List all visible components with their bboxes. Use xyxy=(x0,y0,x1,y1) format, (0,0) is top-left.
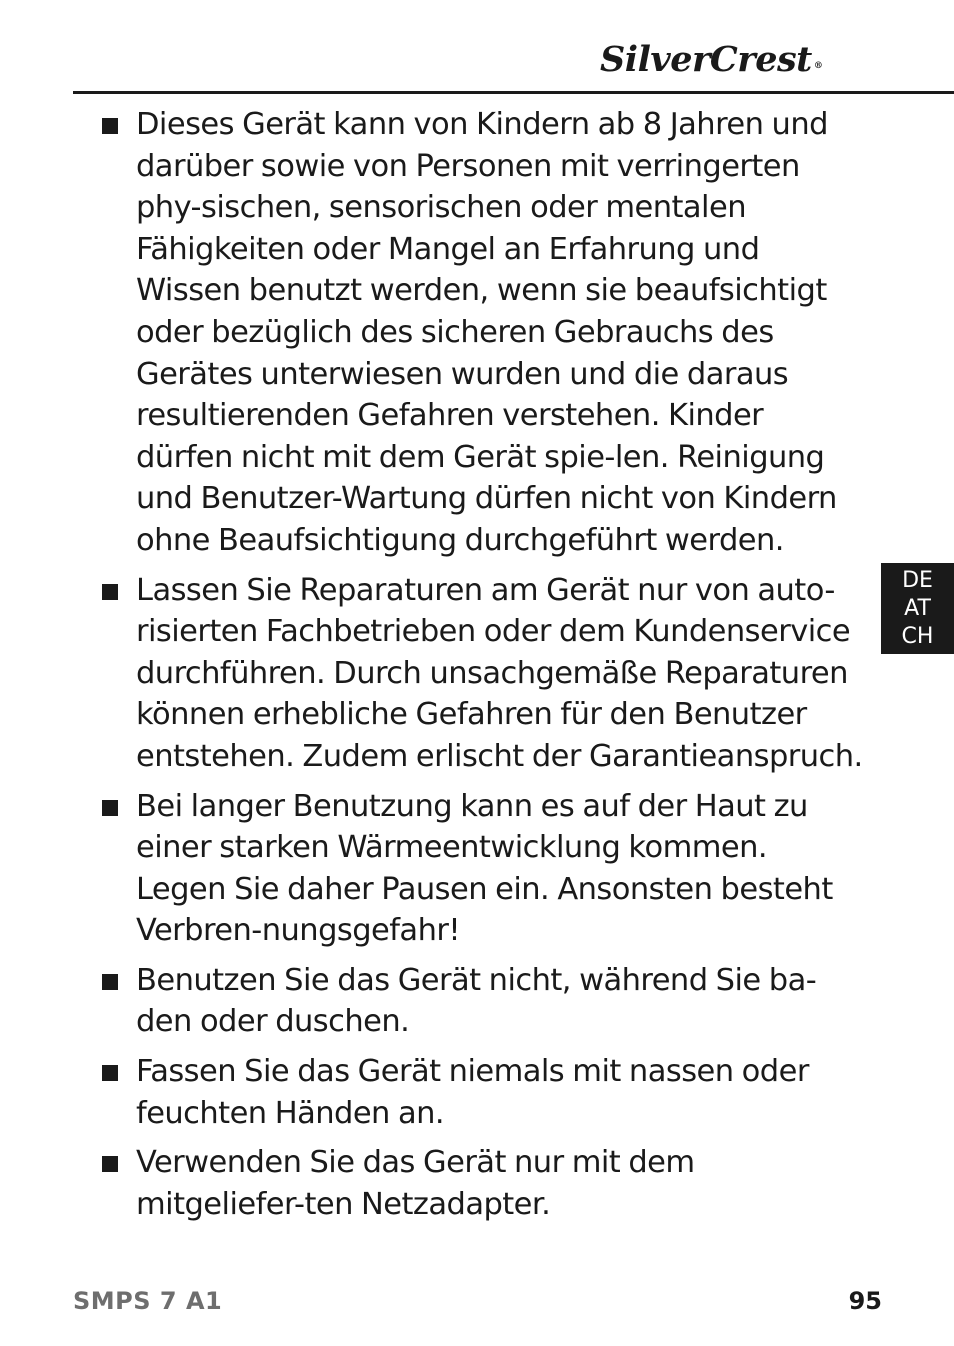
bullet-square-icon xyxy=(102,584,118,600)
list-item-text: Verwenden Sie das Gerät nur mit dem mitgeliefer-ten Netzadapter. xyxy=(136,1145,695,1222)
bullet-square-icon xyxy=(102,1065,118,1081)
list-item xyxy=(94,786,864,952)
list-item-text: Dieses Gerät kann von Kindern ab 8 Jahren und darüber sowie von Personen mit verringerten phy-sischen, sensorischen oder mentalen Fähigkeiten oder Mangel an Erfahrung und Wissen benutzt werden, wenn sie beaufsichtigt oder bezüglich des sicheren Gebrauchs des Gerätes unterwiesen wurden und die daraus resultierenden Gefahren verstehen. Kinder dürfen nicht mit dem Gerät spie-len. Reinigung und Benutzer-Wartung dürfen nicht von Kindern ohne Beaufsichtigung durchgeführt werden. xyxy=(136,107,837,558)
bullet-square-icon xyxy=(102,118,118,134)
header-divider xyxy=(73,91,954,94)
list-item xyxy=(94,104,864,562)
brand-name: SilverCrest xyxy=(600,39,812,80)
list-item-text: Bei langer Benutzung kann es auf der Haut zu einer starken Wärmeentwicklung kommen. Legen Sie daher Pausen ein. Ansonsten besteht Verbren-nungsgefahr! xyxy=(136,788,833,949)
language-tab xyxy=(881,563,954,654)
list-item xyxy=(94,960,864,1043)
list-item-text: Fassen Sie das Gerät niemals mit nassen oder feuchten Händen an. xyxy=(136,1054,809,1131)
model-number: SMPS 7 A1 xyxy=(73,1287,223,1315)
list-item-text: Benutzen Sie das Gerät nicht, während Sie ba-den oder duschen. xyxy=(136,962,817,1040)
list-item xyxy=(94,1051,864,1134)
list-item xyxy=(94,570,864,778)
brand-logo xyxy=(600,38,870,82)
list-item xyxy=(94,1142,864,1225)
language-code-de: DE xyxy=(902,568,933,593)
safety-instructions-list xyxy=(94,104,864,1233)
bullet-square-icon xyxy=(102,800,118,816)
language-code-at: AT xyxy=(904,596,931,621)
registered-mark: ® xyxy=(813,61,823,71)
language-code-ch: CH xyxy=(901,624,934,649)
bullet-square-icon xyxy=(102,974,118,990)
list-item-text: Lassen Sie Reparaturen am Gerät nur von auto-risierten Fachbetrieben oder dem Kundenservice durchführen. Durch unsachgemäße Reparaturen können erhebliche Gefahren für den Benutzer entstehen. Zudem erlischt der Garantieanspruch. xyxy=(136,572,863,774)
bullet-square-icon xyxy=(102,1156,118,1172)
page-number: 95 xyxy=(848,1287,882,1315)
